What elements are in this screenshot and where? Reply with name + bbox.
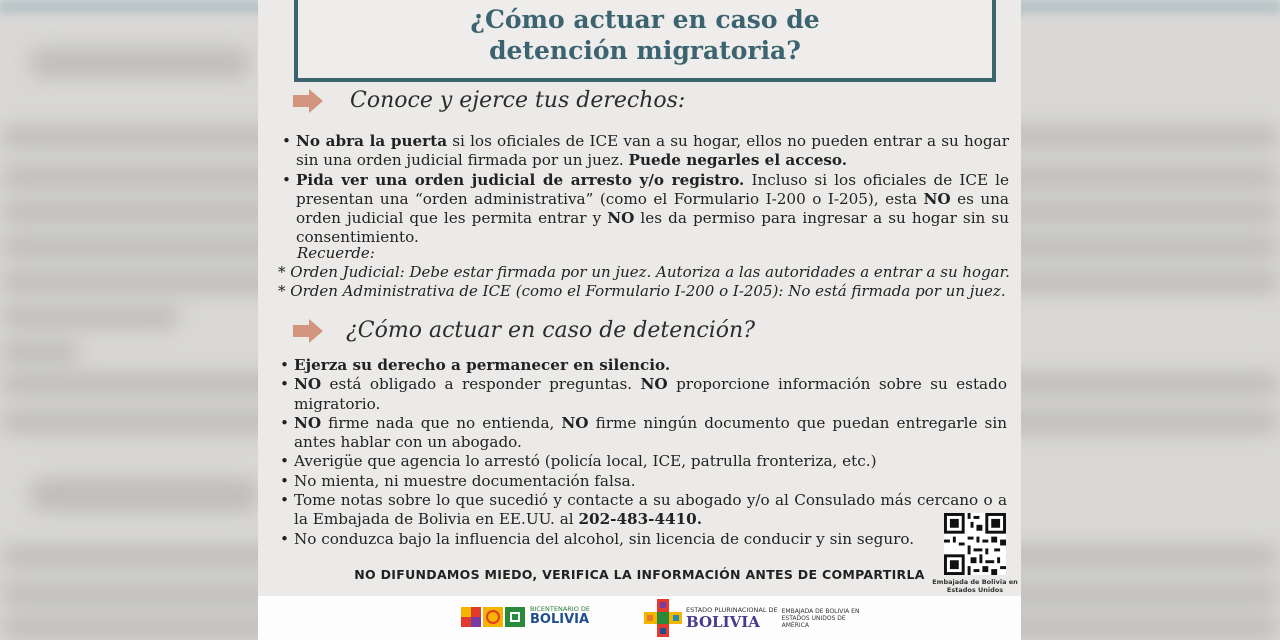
list-item: [280, 472, 1007, 491]
list-item: [280, 452, 1007, 471]
section-title: ¿Cómo actuar en caso de detención?: [346, 318, 755, 343]
bicentenario-logo: [461, 606, 590, 627]
poster: [258, 0, 1021, 640]
section-heading-rights: [293, 88, 685, 113]
bg-band: [30, 478, 260, 512]
text: Averigüe que agencia lo arrestó (policía local, ICE, patrulla fronteriza, etc.): [294, 452, 877, 471]
bold-text: NO: [640, 375, 668, 394]
remember-label: Recuerde:: [297, 244, 375, 262]
text: No mienta, ni muestre documentación falsa.: [294, 471, 636, 490]
arrow-right-icon: [293, 89, 323, 113]
arrow-right-icon: [293, 319, 323, 343]
logo-bar: [258, 596, 1021, 640]
bold-text: NO: [561, 413, 589, 432]
text: es una orden judicial que les permita entrar y: [296, 189, 1009, 228]
bicentenario-big-text: BOLIVIA: [530, 612, 590, 627]
qr-caption: Embajada de Bolivia en Estados Unidos: [932, 578, 1018, 594]
footer-warning: NO DIFUNDAMOS MIEDO, VERIFICA LA INFORMACIÓN ANTES DE COMPARTIRLA: [354, 567, 925, 582]
bold-text: NO: [607, 209, 635, 228]
embajada-text: EMBAJADA DE BOLIVIA EN ESTADOS UNIDOS DE AMÉRICA: [781, 607, 860, 629]
title-box: [294, 0, 996, 82]
bold-text: NO: [294, 413, 322, 432]
list-item: [280, 375, 1007, 414]
bold-text: No abra la puerta: [296, 132, 448, 150]
text: firme ningún documento que puedan entregarle sin antes hablar con un abogado.: [294, 413, 1007, 452]
qr-code-icon[interactable]: [944, 513, 1006, 575]
note-judicial: * Orden Judicial: Debe estar firmada por un juez. Autoriza a las autoridades a entrar a su hogar.: [278, 263, 1010, 281]
title-line-2: detención migratoria?: [489, 36, 801, 65]
bg-band: [30, 48, 250, 78]
text: si los oficiales de ICE van a su hogar, ellos no pueden entrar a su hogar sin una orden judicial firmada por un juez.: [296, 132, 1009, 170]
bolivia-emblem-logo: [644, 599, 862, 637]
bold-text: Puede negarles el acceso.: [628, 151, 848, 170]
list-item: [282, 132, 1009, 171]
bold-text: Ejerza su derecho a permanecer en silencio.: [294, 356, 671, 374]
bicentenario-small-text: BICENTENARIO DE: [530, 605, 590, 613]
list-item: [280, 356, 1007, 375]
estado-big-text: BOLIVIA: [686, 612, 760, 631]
bold-text: NO: [294, 375, 322, 394]
list-item: [282, 171, 1009, 248]
bicentenario-logo-tile-3: [505, 607, 525, 627]
section-title: Conoce y ejerce tus derechos:: [350, 88, 686, 113]
estado-small-text: ESTADO PLURINACIONAL DE: [686, 605, 778, 614]
list-item: [280, 414, 1007, 453]
text: les da permiso para ingresar a su hogar sin su consentimiento.: [296, 209, 1009, 247]
text: proporcione información sobre su estado migratorio.: [294, 375, 1007, 413]
phone-number: 202-483-4410.: [578, 510, 703, 529]
text: firme nada que no entienda,: [321, 413, 562, 432]
text: No conduzca bajo la influencia del alcohol, sin licencia de conducir y sin seguro.: [294, 529, 915, 548]
note-administrative: * Orden Administrativa de ICE (como el Formulario I-200 o I-205): No está firmada por un juez.: [278, 282, 1006, 300]
bold-text: Pida ver una orden judicial de arresto y/o registro.: [296, 170, 745, 189]
text: está obligado a responder preguntas.: [321, 375, 641, 394]
bicentenario-logo-tile-2: [483, 607, 503, 627]
bold-text: NO: [923, 189, 951, 208]
title-line-1: ¿Cómo actuar en caso de: [470, 5, 820, 34]
text: Tome notas sobre lo que sucedió y contacte a su abogado y/o al Consulado más cercano o a la Embajada de Bolivia en EE.UU. al: [294, 491, 1007, 529]
bicentenario-text: [530, 606, 590, 627]
detention-list: [280, 356, 1007, 549]
bicentenario-logo-tile-1: [461, 607, 481, 627]
bg-band: [0, 340, 80, 364]
list-item: [280, 491, 1007, 530]
bolivia-emblem-text: [686, 607, 778, 630]
text: Incluso si los oficiales de ICE le presentan una “orden administrativa” (como el Formulario I-200 o I-205), esta: [296, 170, 1009, 208]
section-heading-detention: [293, 318, 755, 343]
bg-band: [0, 305, 180, 329]
list-item: [280, 530, 1007, 549]
rights-list: [282, 132, 1009, 248]
chakana-icon: [644, 599, 682, 637]
